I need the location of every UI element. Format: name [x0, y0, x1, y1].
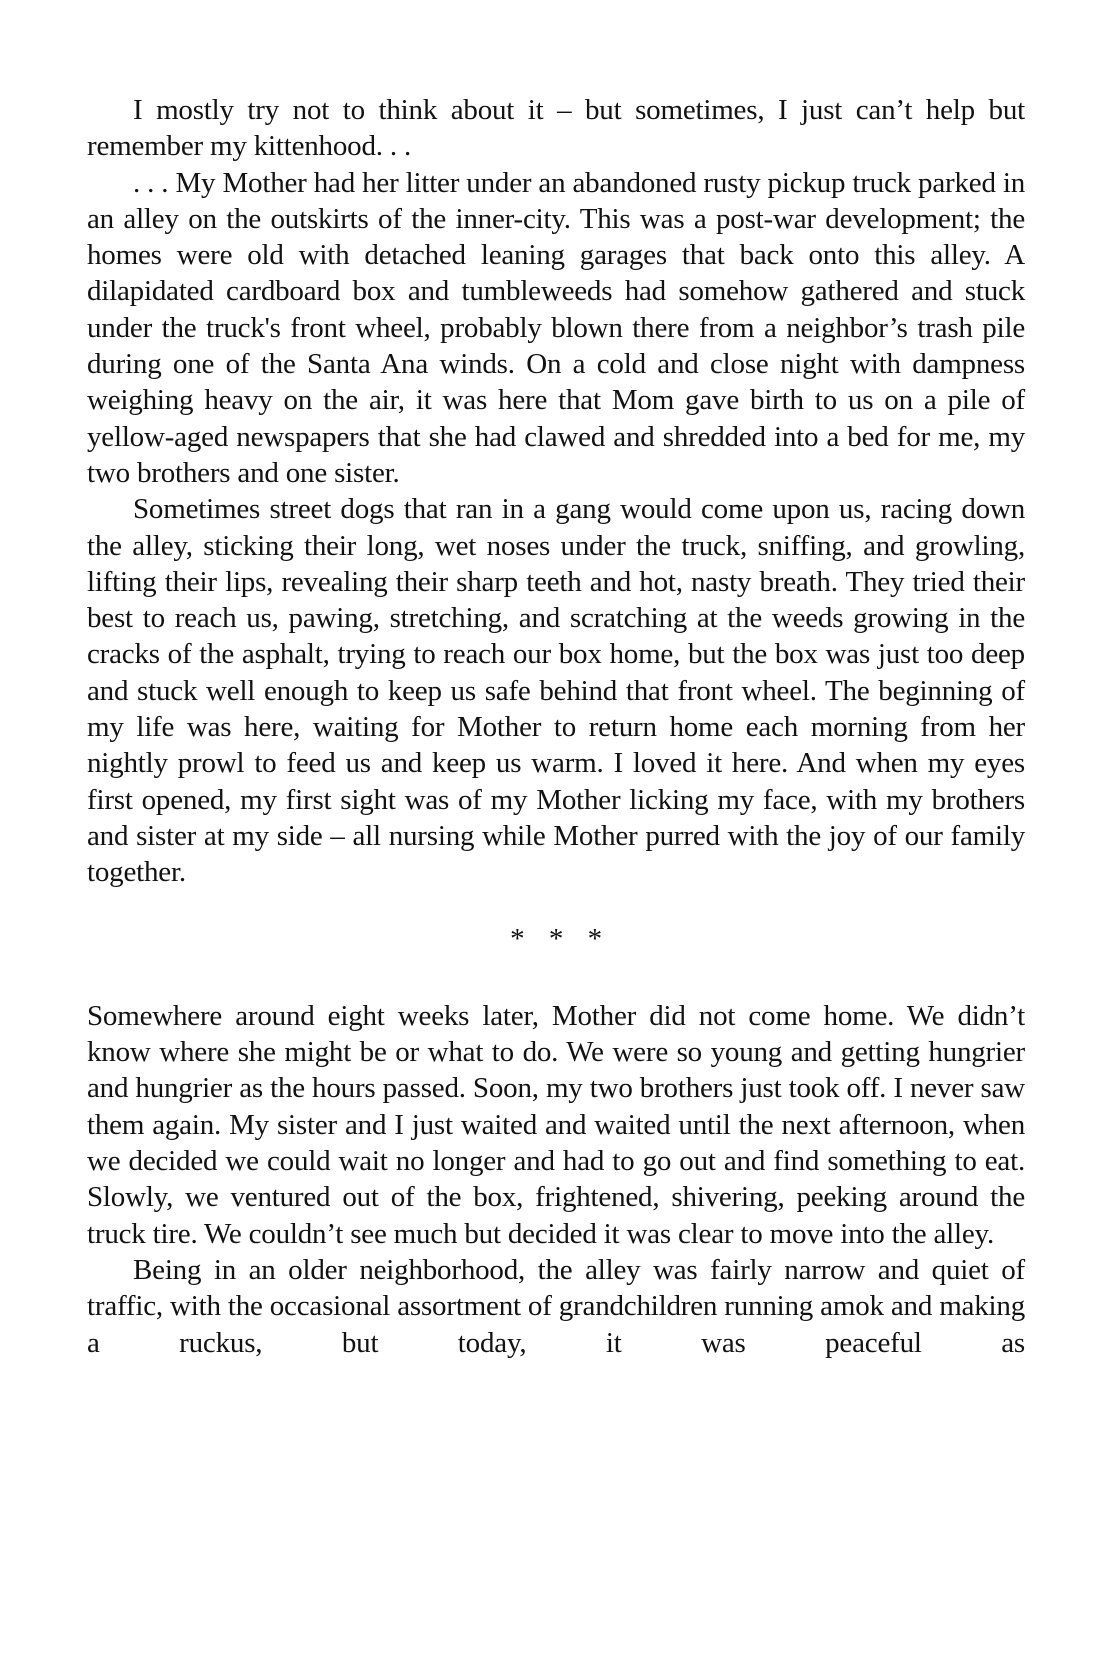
story-paragraph-street-dogs: Sometimes street dogs that ran in a gang would come upon us, racing down the alley, sticking their long, wet noses under the truck, sniffing, and growling, lifting their lips, revealing their sharp teeth and hot, nasty breath. They tried their best to reach us, pawing, stretching, and scratching at the weeds growing in the cracks of the asphalt, trying to reach our box home, but the box was just too deep and stuck well enough to keep us safe behind that front wheel. The beginning of my life was here, waiting for Mother to return home each morning from her nightly prowl to feed us and keep us warm. I loved it here. And when my eyes first opened, my first sight was of my Mother licking my face, with my brothers and sister at my side – all nursing while Mother purred with the joy of our family together.: [87, 493, 1025, 889]
story-paragraph-mother-gone: Somewhere around eight weeks later, Mother did not come home. We didn’t know where she might be or what to do. We were so young and getting hungrier and hungrier as the hours passed. Soon, my two brothers just took off. I never saw them again. My sister and I just waited and waited until the next afternoon, when we decided we could wait no longer and had to go out and find something to eat. Slowly, we ventured out of the box, frightened, shivering, peeking around the truck tire. We couldn’t see much but decided it was clear to move into the alley.: [87, 999, 1025, 1250]
story-paragraph-kittenhood-intro: I mostly try not to think about it – but sometimes, I just can’t help but remember my kittenhood. . .: [87, 94, 1025, 163]
section-break-asterisks: [87, 918, 1025, 954]
story-paragraph-birth: . . . My Mother had her litter under an abandoned rusty pickup truck parked in an alley on the outskirts of the inner-city. This was a post-war development; the homes were old with detached leaning garages that back onto this alley. A dilapidated cardboard box and tumbleweeds had somehow gathered and stuck under the truck's front wheel, probably blown there from a neighbor’s trash pile during one of the Santa Ana winds. On a cold and close night with dampness weighing heavy on the air, it was here that Mom gave birth to us on a pile of yellow-aged newspapers that she had clawed and shredded into a bed for me, my two brothers and one sister.: [87, 166, 1025, 489]
story-paragraph-alley: Being in an older neighborhood, the alley was fairly narrow and quiet of traffic, with the occasional assortment of grandchildren running amok and making a ruckus, but today, it was peaceful as: [87, 1253, 1025, 1359]
asterisk-separator-text: * * *: [510, 923, 602, 955]
